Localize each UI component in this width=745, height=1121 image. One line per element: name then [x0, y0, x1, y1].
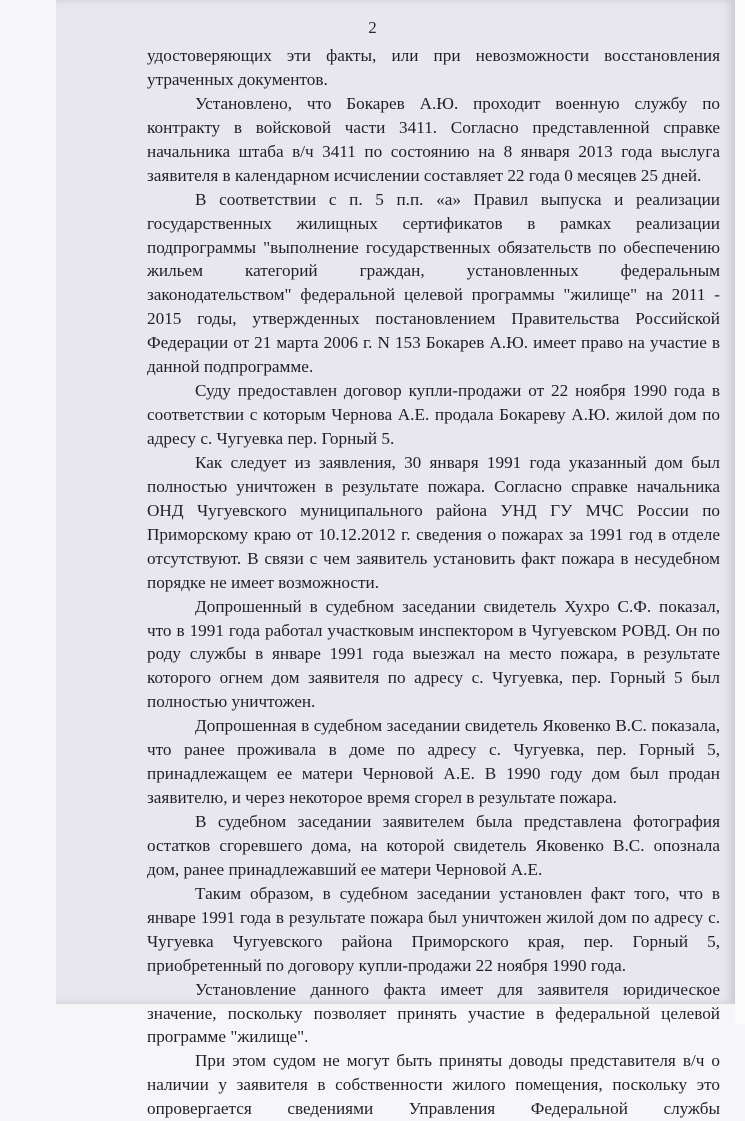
text-line: начальника штаба в/ч 3411 по состоянию на 8 января 2013 года выслуга	[147, 141, 720, 161]
text-line: остатков сгоревшего дома, на которой свидетель Яковенко В.С. опознала	[147, 835, 720, 855]
text-line: порядке не имеет возможности.	[147, 572, 380, 592]
paragraph	[147, 451, 720, 595]
text-line: полностью уничтожен в результате пожара. Согласно справке начальника	[147, 476, 720, 496]
text-line: отсутствуют. В связи с чем заявитель установить факт пожара в несудебном	[147, 548, 720, 568]
text-line: соответствии с которым Чернова А.Е. продала Бокареву А.Ю. жилой дом по	[147, 405, 720, 425]
text-line: наличии у заявителя в собственности жилого помещения, поскольку это	[147, 1075, 720, 1095]
text-line: Суду предоставлен договор купли-продажи от 22 ноября 1990 года в	[195, 381, 720, 401]
text-line: Федерации от 21 марта 2006 г. N 153 Бокарев А.Ю. имеет право на участие в	[147, 333, 720, 353]
text-line: Допрошенная в судебном заседании свидетель Яковенко В.С. показала,	[195, 716, 720, 736]
text-line: заявителя в календарном исчислении составляет 22 года 0 месяцев 25 дней.	[147, 165, 702, 185]
text-line: Установлено, что Бокарев А.Ю. проходит военную службу по	[195, 93, 720, 113]
text-line: дом, ранее принадлежавший ее матери Черновой А.Е.	[147, 859, 543, 879]
paragraph	[147, 882, 720, 978]
text-line: Как следует из заявления, 30 января 1991 года указанный дом был	[195, 452, 720, 472]
text-line: 2015 годы, утвержденных постановлением Правительства Российской	[147, 309, 720, 329]
text-line: При этом судом не могут быть приняты доводы представителя в/ч о	[195, 1051, 720, 1071]
text-line: государственных жилищных сертификатов в рамках реализации	[147, 213, 720, 233]
text-line: Установление данного факта имеет для заявителя юридическое	[195, 979, 720, 999]
text-line: опровергается сведениями Управления Федеральной службы	[147, 1099, 720, 1119]
page-number: 2	[368, 18, 377, 37]
text-line: что ранее проживала в доме по адресу с. Чугуевка, пер. Горный 5,	[147, 740, 720, 760]
text-line: В судебном заседании заявителем была представлена фотография	[195, 812, 720, 831]
text-line: утраченных документов.	[147, 69, 328, 89]
text-line: жильем категорий граждан, установленных федеральным	[147, 261, 720, 281]
text-line: что в 1991 года работал участковым инспектором в Чугуевском РОВД. Он по	[147, 620, 720, 640]
text-line: адресу с. Чугуевка пер. Горный 5.	[147, 429, 395, 448]
text-line: контракту в войсковой части 3411. Согласно представленной справке	[147, 117, 720, 137]
text-line: Чугуевка Чугуевского района Приморского края, пер. Горный 5,	[147, 931, 720, 951]
text-line: Таким образом, в судебном заседании установлен факт того, что в	[195, 883, 720, 903]
text-line: данной подпрограмме.	[147, 357, 314, 377]
text-line: приобретенный по договору купли-продажи 22 ноября 1990 года.	[147, 955, 627, 975]
text-line: удостоверяющих эти факты, или при невозможности восстановления	[147, 46, 720, 65]
paragraph	[147, 978, 720, 1050]
scan-edge	[735, 0, 745, 1024]
text-line: Допрошенный в судебном заседании свидетель Хухро С.Ф. показал,	[195, 596, 720, 616]
text-line: законодательством" федеральной целевой программы "жилище" на 2011 -	[147, 285, 720, 305]
text-line: Приморскому краю от 10.12.2012 г. сведения о пожарах за 1991 год в отделе	[147, 524, 720, 544]
document-body	[147, 44, 720, 1121]
paragraph	[147, 810, 720, 882]
text-line: ОНД Чугуевского муниципального района УНД ГУ МЧС России по	[147, 500, 720, 520]
text-line: которого огнем дом заявителя по адресу с. Чугуевка, пер. Горный 5 был	[147, 668, 720, 688]
text-line: программе "жилище".	[147, 1027, 309, 1047]
paragraph	[147, 188, 720, 380]
text-line: январе 1991 года в результате пожара был уничтожен жилой дом по адресу с.	[147, 907, 720, 927]
text-line: заявителю, и через некоторое время сгорел в результате пожара.	[147, 788, 617, 808]
text-line: полностью уничтожен.	[147, 692, 316, 712]
paragraph	[147, 1049, 720, 1121]
paragraph	[147, 92, 720, 188]
paragraph	[147, 44, 720, 92]
text-line: В соответствии с п. 5 п.п. «а» Правил выпуска и реализации	[195, 189, 720, 209]
text-line: принадлежащем ее матери Черновой А.Е. В 1990 году дом был продан	[147, 764, 720, 784]
text-line: значение, поскольку позволяет принять участие в федеральной целевой	[147, 1003, 720, 1023]
paragraph	[147, 595, 720, 715]
paragraph	[147, 714, 720, 810]
paragraph	[147, 379, 720, 451]
text-line: роду службы в январе 1991 года выезжал на место пожара, в результате	[147, 644, 720, 664]
text-line: подпрограммы "выполнение государственных обязательств по обеспечению	[147, 237, 720, 257]
